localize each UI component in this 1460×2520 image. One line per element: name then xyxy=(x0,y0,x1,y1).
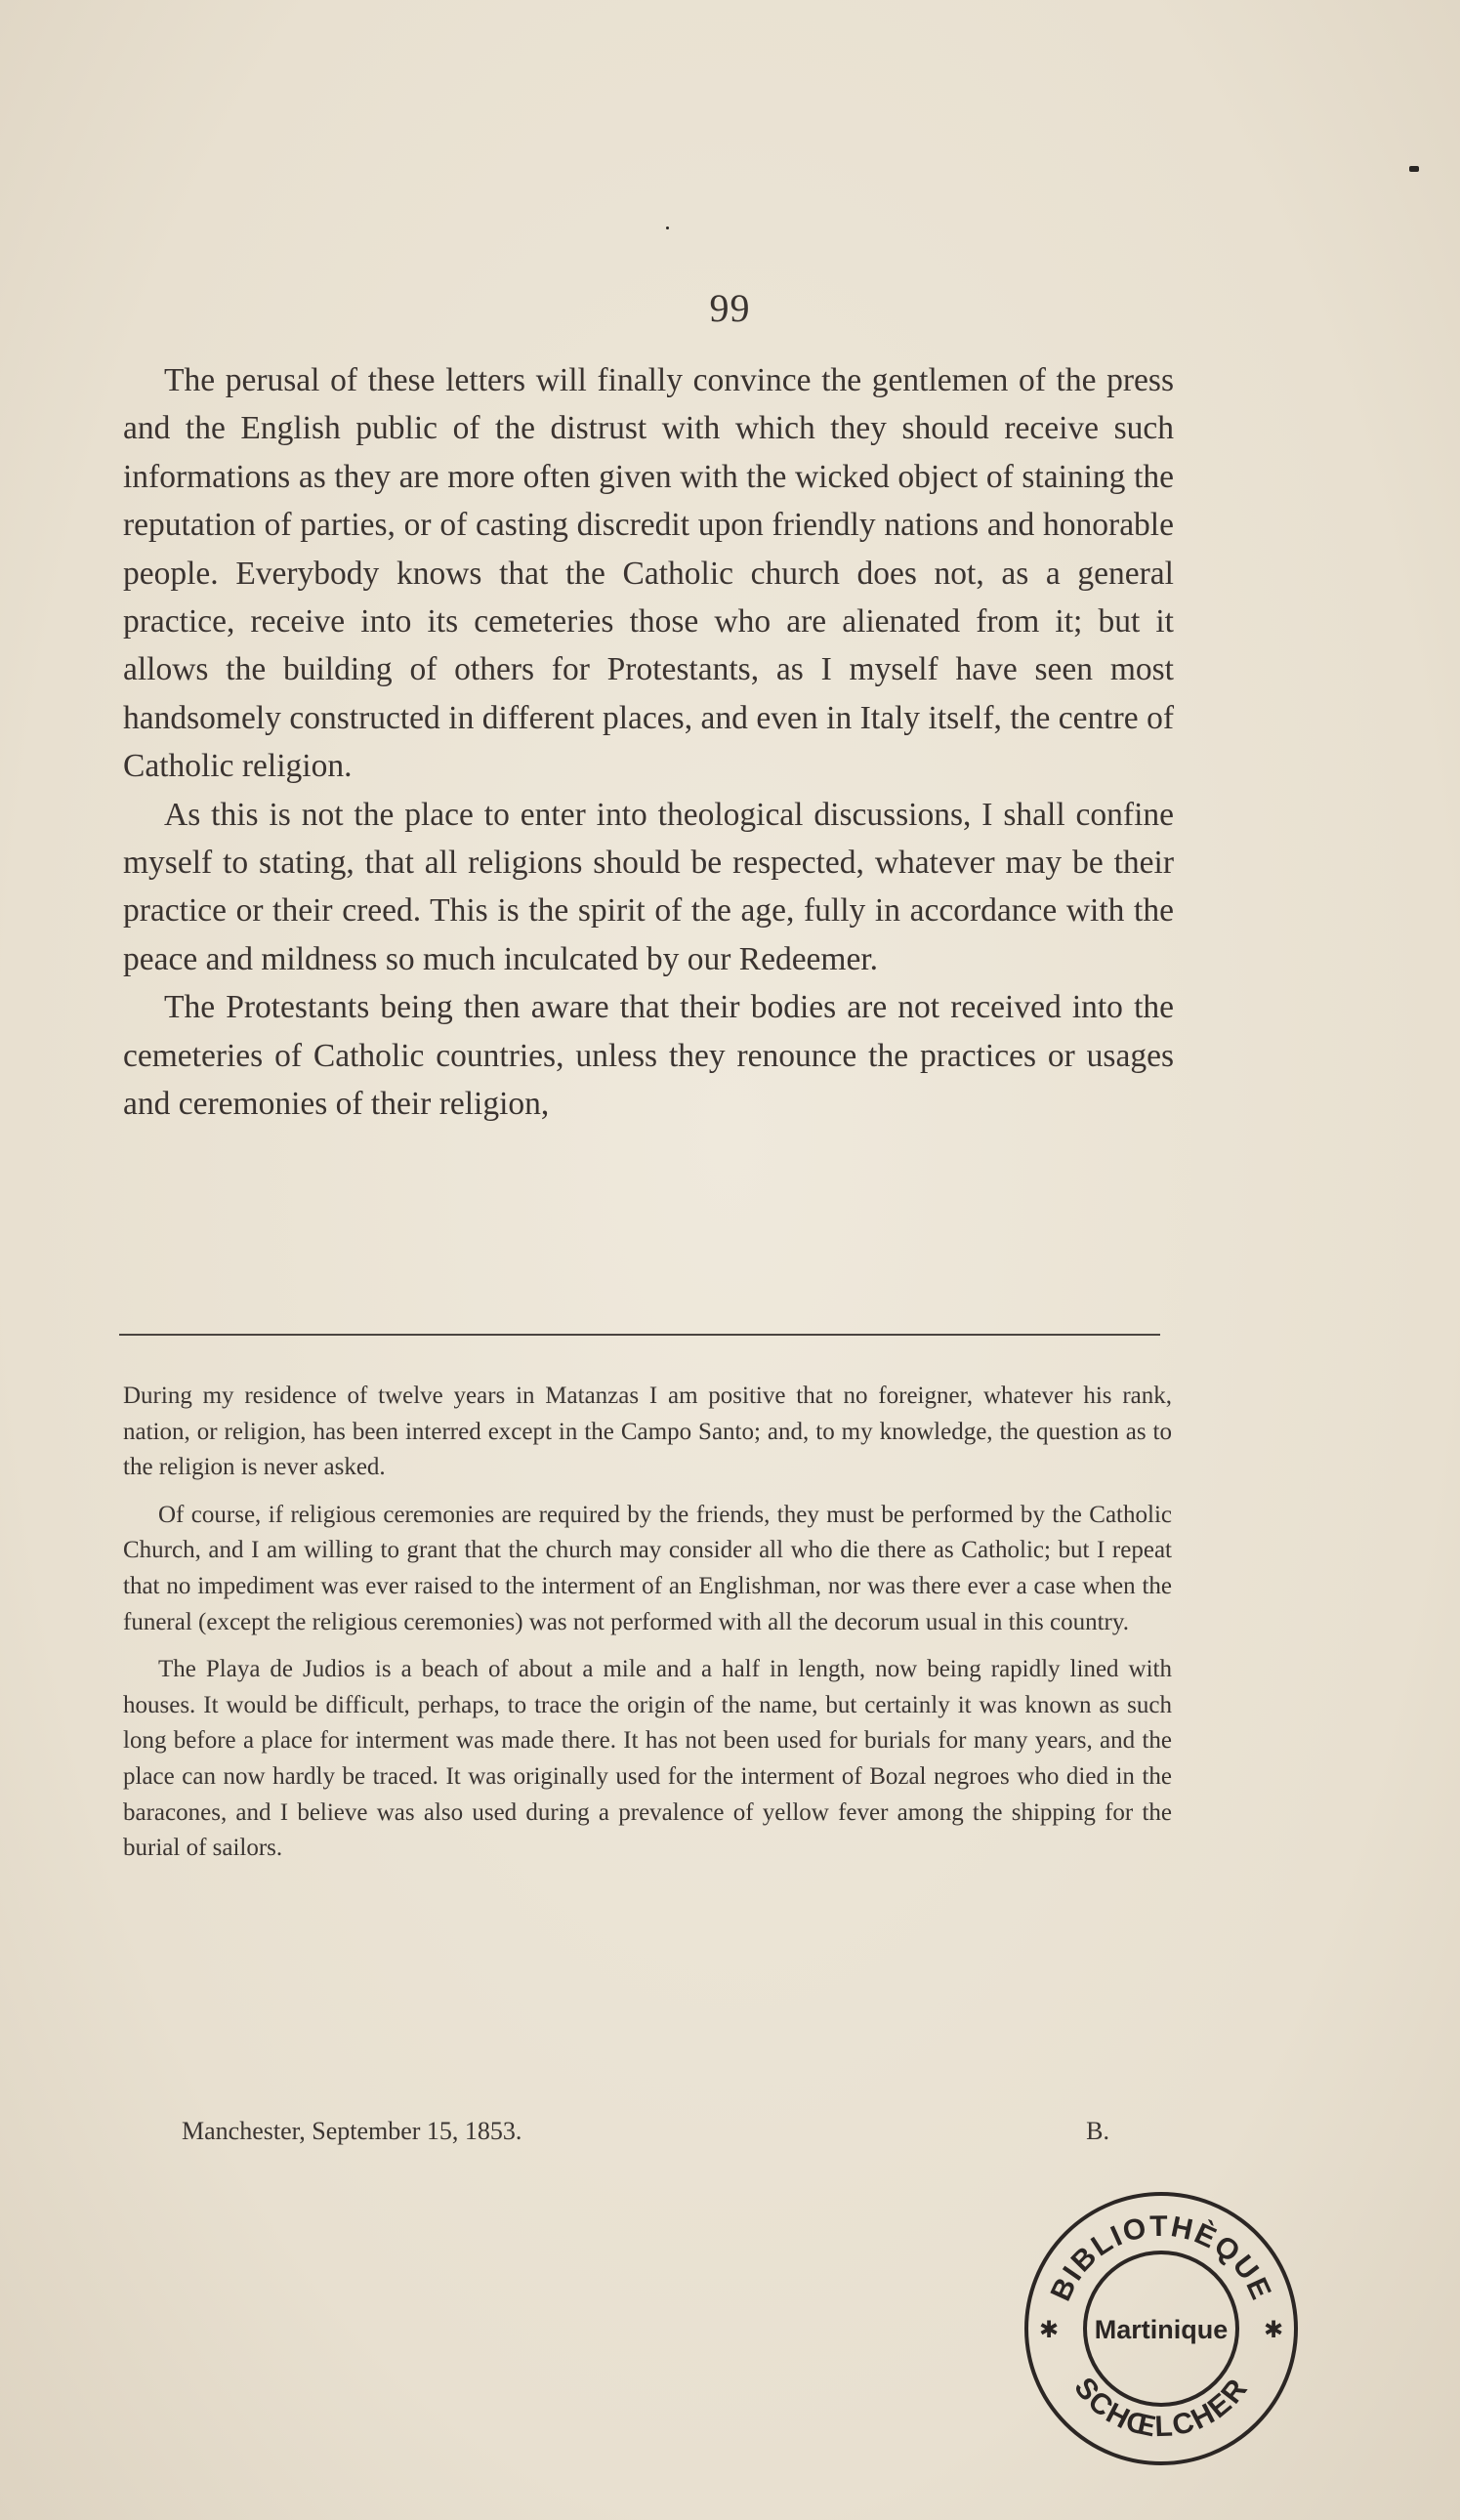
paragraph: As this is not the place to enter into theological discussions, I shall confine myself to stating, that all religions should be respected, whatever may be their practice or their creed. This is the spirit of the age, fully in accordance with the peace and mildness so much inculcated by our Redeemer. xyxy=(123,796,1174,977)
library-stamp xyxy=(1020,2187,1303,2470)
footnote-divider xyxy=(119,1334,1160,1336)
place-date: Manchester, September 15, 1853. xyxy=(182,2117,522,2145)
body-text xyxy=(123,356,1174,1129)
footnotes xyxy=(123,1379,1172,1879)
paragraph: The perusal of these letters will finally convince the gentlemen of the press and the English public of the distrust with which they should receive such informations as they are more often given with the wicked object of staining the reputation of parties, or of casting discredit upon friendly nations and honorable people. Everybody knows that the Catholic church does not, as a general practice, receive into its cemeteries those who are alienated from it; but it allows the building of others for Protestants, as I myself have seen most handsomely constructed in different places, and even in Italy itself, the centre of Catholic religion. xyxy=(123,362,1174,785)
stamp-center-text: Martinique xyxy=(1094,2315,1229,2344)
footnote-paragraph: The Playa de Judios is a beach of about a mile and a half in length, now being rapidly lined with houses. It would be difficult, perhaps, to trace the origin of the name, but certainly it was known as such long before a place for interment was made there. It has not been used for burials for many years, and the place can now hardly be traced. It was originally used for the interment of Bozal negroes who died in the baracones, and I believe was also used during a prevalence of yellow fever among the shipping for the burial of sailors. xyxy=(123,1656,1172,1862)
footnote-paragraph: Of course, if religious ceremonies are required by the friends, they must be performed by the Catholic Church, and I am willing to grant that the church may consider all who die there as Catholic; but I repeat that no impediment was ever raised to the interment of an Englishman, nor was there ever a case when the funeral (except the religious ceremonies) was not performed with all the decorum usual in this country. xyxy=(123,1501,1172,1635)
star-icon: ✱ xyxy=(1038,2316,1060,2343)
ink-speck xyxy=(666,227,669,229)
stamp-graphic xyxy=(1020,2187,1303,2470)
star-icon: ✱ xyxy=(1263,2316,1284,2343)
paragraph: The Protestants being then aware that their bodies are not received into the cemeteries of Catholic countries, unless they renounce the practices or usages and ceremonies of their religion, xyxy=(123,989,1174,1123)
stamp-top-text: BIBLIOTHÈQUE xyxy=(1044,2210,1278,2306)
stamp-bottom-text: SCHŒLCHER xyxy=(1067,2372,1255,2444)
author-initial: B. xyxy=(1086,2117,1109,2145)
signoff xyxy=(182,2117,1109,2146)
ink-speck xyxy=(1409,166,1419,172)
page-number: 99 xyxy=(709,286,751,330)
footnote-paragraph: During my residence of twelve years in Matanzas I am positive that no foreigner, whatever his rank, nation, or religion, has been interred except in the Campo Santo; and, to my knowledge, the question as to the religion is never asked. xyxy=(123,1383,1172,1481)
